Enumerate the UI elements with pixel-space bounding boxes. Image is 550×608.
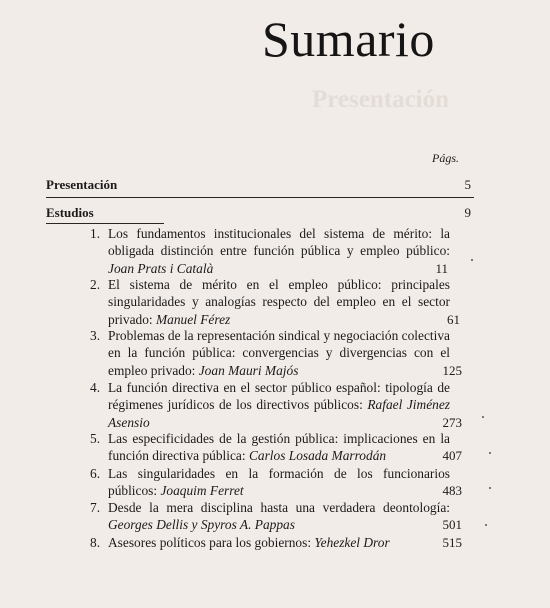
page-title: Sumario [262,11,435,67]
entry-number: 2. [90,277,101,292]
entry-author: Carlos Losada Marrodán [248,448,387,464]
entry-text: Problemas de la representación sindical y negociación colectiva en la función pública: convergencias y divergencias con el empleo privado: Joan Mauri Majós [108,328,450,378]
entry-text: Los fundamentos institucionales del sistema de mérito: la obligada distinción entre función pública y empleo público: Joan Prats i Català [108,226,450,276]
margin-mark [485,524,487,526]
entry-page: 483 [442,483,462,499]
section-page: 5 [464,177,471,192]
entry-number: 8. [90,535,101,550]
list-item [90,465,470,500]
entry-page: 125 [442,362,462,378]
entry-page: 61 [447,311,460,327]
entry-number: 1. [90,226,101,241]
margin-mark [471,259,473,261]
entry-page: 515 [442,535,462,550]
list-item [90,276,470,328]
entry-author: Manuel Férez [155,311,231,327]
entry-text: Asesores políticos para los gobiernos: Yehezkel Dror [108,535,390,550]
section-label: Estudios [46,205,94,220]
entry-number: 7. [90,500,101,515]
list-item [90,327,470,379]
entry-author: Joan Prats i Català [108,260,214,276]
list-item [90,534,470,551]
entry-number: 3. [90,328,101,343]
entry-page: 273 [442,414,462,430]
pages-column-label: Págs. [432,151,459,165]
margin-mark [482,416,484,418]
entry-author: Joaquim Ferret [160,483,244,499]
bleed-through-heading: Presentación [312,86,450,113]
section-label: Presentación [46,177,118,192]
entry-author: Yehezkel Dror [314,535,390,550]
entry-author: Rafael Jiménez Asensio [108,397,450,430]
list-item [90,225,470,277]
list-item [90,430,470,465]
entry-text: Desde la mera disciplina hasta una verdadera deontología: Georges Dellis y Spyros A. Pappas [108,500,450,533]
list-item [90,379,470,431]
margin-mark [489,487,491,489]
entry-text: La función directiva en el sector público español: tipología de régimenes jurídicos de los directivos públicos: Rafael Jiménez Asensio [108,380,450,430]
entry-text: El sistema de mérito en el empleo público: principales singularidades y analogías respecto del empleo en el sector privado: Manuel Férez [108,277,450,327]
entry-text: Las especificidades de la gestión pública: implicaciones en la función directiva pública: Carlos Losada Marrodán [108,431,450,464]
divider-rule-short [46,223,164,224]
divider-rule [46,197,474,198]
entry-number: 5. [90,431,101,446]
entry-number: 6. [90,466,101,481]
entry-text: Las singularidades en la formación de los funcionarios públicos: Joaquim Ferret [108,466,450,499]
entry-page: 501 [442,517,462,533]
entry-page: 407 [442,448,462,464]
entry-author: Joan Mauri Majós [198,362,299,378]
margin-mark [489,452,491,454]
entry-number: 4. [90,380,101,395]
entry-page: 11 [435,260,448,276]
entry-author: Georges Dellis y Spyros A. Pappas [108,517,295,533]
list-item [90,499,470,534]
section-page: 9 [464,205,471,220]
